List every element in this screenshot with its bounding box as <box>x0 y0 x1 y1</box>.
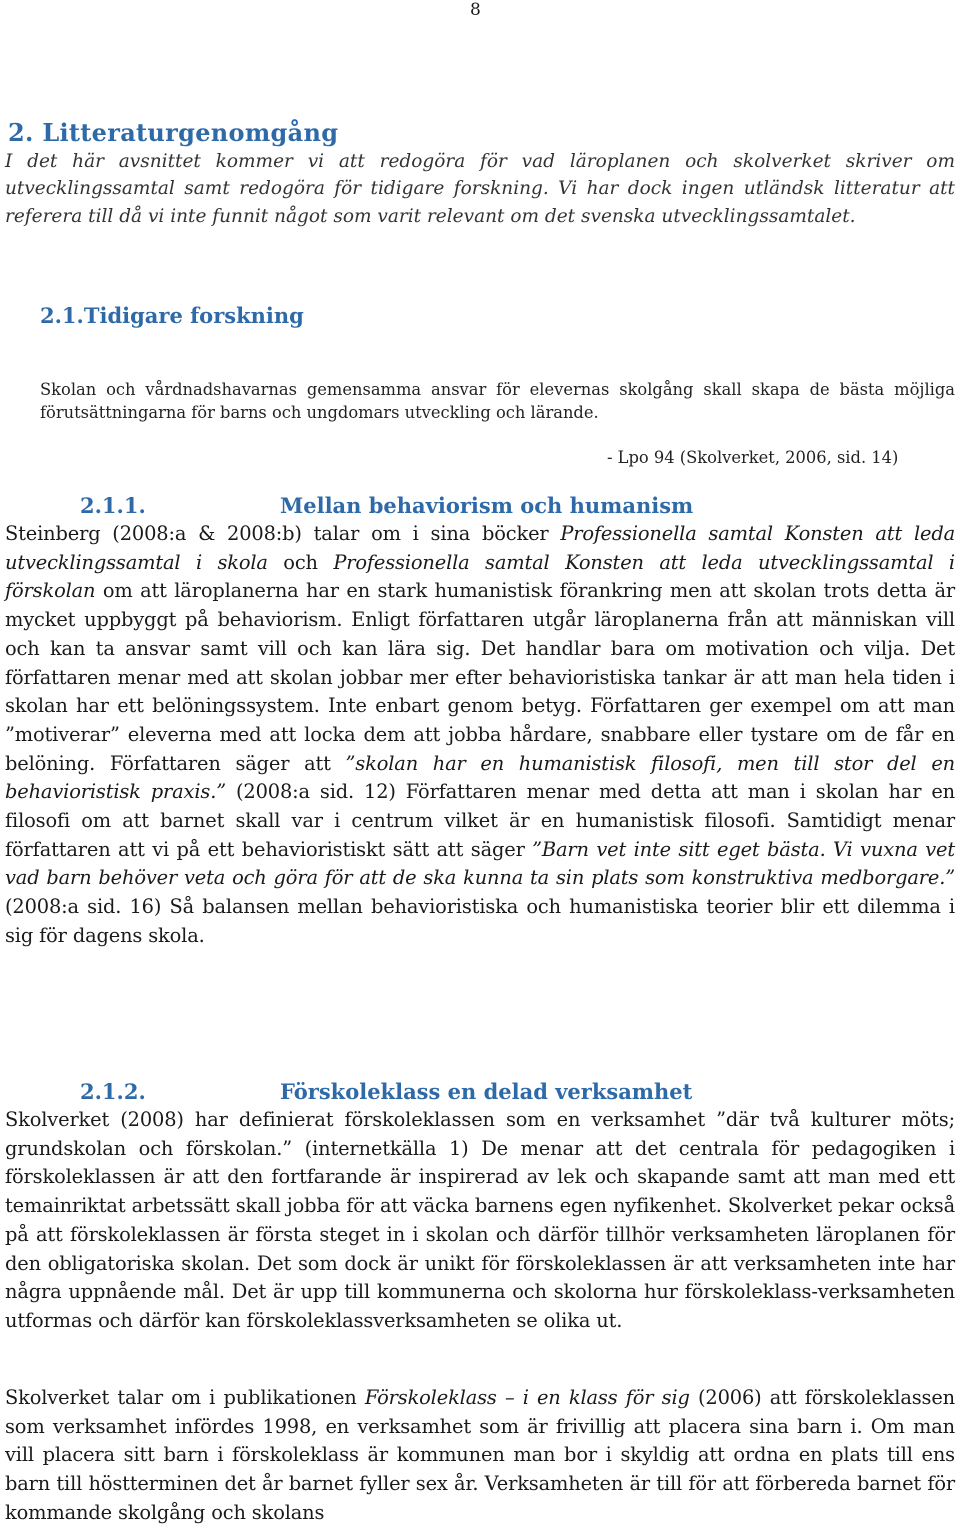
book-title: Professionella samtal Konsten att leda utvecklingssamtal i skola <box>5 522 955 574</box>
subsection-heading <box>40 303 304 328</box>
subsection-title: Tidigare forskning <box>83 303 304 328</box>
sub-heading-number: 2.1.2. <box>80 1079 146 1104</box>
block-quote: Skolan och vårdnadshavarnas gemensamma ansvar för elevernas skolgång skall skapa de bästa möjliga förutsättningarna för barns och ungdomars utveckling och lärande. <box>40 380 955 422</box>
inline-quote: ”skolan har en humanistisk filosofi, men till stor del en behavioristisk praxis.” <box>5 751 955 804</box>
section-heading <box>8 118 338 147</box>
book-title: Professionella samtal Konsten att leda utvecklingssamtal i förskolan <box>5 550 955 603</box>
inline-quote: ”Barn vet inte sitt eget bästa. Vi vuxna vet vad barn behöver veta och göra för att de ska kunna ta sin plats som konstruktiva medborgare.” <box>5 837 955 890</box>
subsection-number: 2.1. <box>40 303 84 328</box>
paragraph-publikation <box>5 1384 955 1528</box>
section-number: 2. <box>8 118 34 147</box>
text-run: (2006) att förskoleklassen som verksamhet infördes 1998, en verksamhet som är frivillig att placera sina barn i. Om man vill placera sitt barn i förskoleklass är kommunen man bor i skyldig att ordna en plats till ens barn till höstterminen det år barnet fyller sex år. Verksamheten är till för att förbereda barnet för kommande skolgång och skolans <box>5 1386 955 1524</box>
sub-heading-title: Mellan behaviorism och humanism <box>280 493 694 518</box>
text-run: om att läroplanerna har en stark humanistisk förankring men att skolan trots detta är mycket uppbyggt på behaviorism. Enligt författaren utgår läroplanerna från att människan vill och kan ta ansvar samt vill och kan lära sig. Det handlar bara om motivation och vilja. Det författaren menar med att skolan jobbar mer efter behavioristiska tankar är att man hela tiden i skolan har ett belöningssystem. Inte enbart genom betyg. Författaren ger exempel om att man ”motiverar” eleverna med att locka dem att jobba hårdare, snabbare eller tystare om de får en belöning. Författaren säger att <box>5 579 955 775</box>
sub-heading-title: Förskoleklass en delad verksamhet <box>280 1079 693 1104</box>
sub-heading-forskoleklass <box>80 1079 692 1104</box>
publication-title: Förskoleklass – i en klass för sig <box>364 1386 690 1409</box>
paragraph-behaviorism <box>5 520 955 951</box>
quote-source: - Lpo 94 (Skolverket, 2006, sid. 14) <box>607 448 899 467</box>
text-run: (2008:a sid. 12) Författaren menar med detta att man i skolan har en filosofi om att barnet skall var i centrum vilket är en humanistisk filosofi. Samtidigt menar författaren att vi på ett behavioristiskt sätt att säger <box>5 780 955 861</box>
page-number: 8 <box>470 0 481 20</box>
text-run: (2008:a sid. 16) Så balansen mellan behavioristiska och humanistiska teorier blir ett dilemma i sig för dagens skola. <box>5 895 955 947</box>
text-run: och <box>267 550 334 574</box>
sub-heading-number: 2.1.1. <box>80 493 146 518</box>
section-intro: I det här avsnittet kommer vi att redogöra för vad läroplanen och skolverket skriver om utvecklingssamtal samt redogöra för tidigare forskning. Vi har dock ingen utländsk litteratur att referera till då vi inte funnit något som varit relevant om det svenska utvecklingssamtalet. <box>5 151 955 227</box>
section-title: Litteraturgenomgång <box>42 118 339 147</box>
sub-heading-behaviorism <box>80 493 693 518</box>
text-run: Steinberg (2008:a & 2008:b) talar om i sina böcker <box>5 522 561 545</box>
text-run: Skolverket talar om i publikationen <box>5 1386 365 1409</box>
paragraph-forskoleklass: Skolverket (2008) har definierat förskoleklassen som en verksamhet ”där två kulturer möts; grundskolan och förskolan.” (internetkälla 1) De menar att det centrala för pedagogiken i förskoleklassen är att den fortfarande är inspirerad av lek och skapande samt att man med ett temainriktat arbetssätt skall jobba för att väcka barnens egen nyfikenhet. Skolverket pekar också på att förskoleklassen är första steget in i skolan och därför tillhör verksamheten läroplanen för den obligatoriska skolan. Det som dock är unikt för förskoleklassen är att verksamheten inte har några uppnående mål. Det är upp till kommunerna och skolorna hur förskoleklass-verksamheten utformas och därför kan förskoleklassverksamheten se olika ut. <box>5 1108 955 1332</box>
